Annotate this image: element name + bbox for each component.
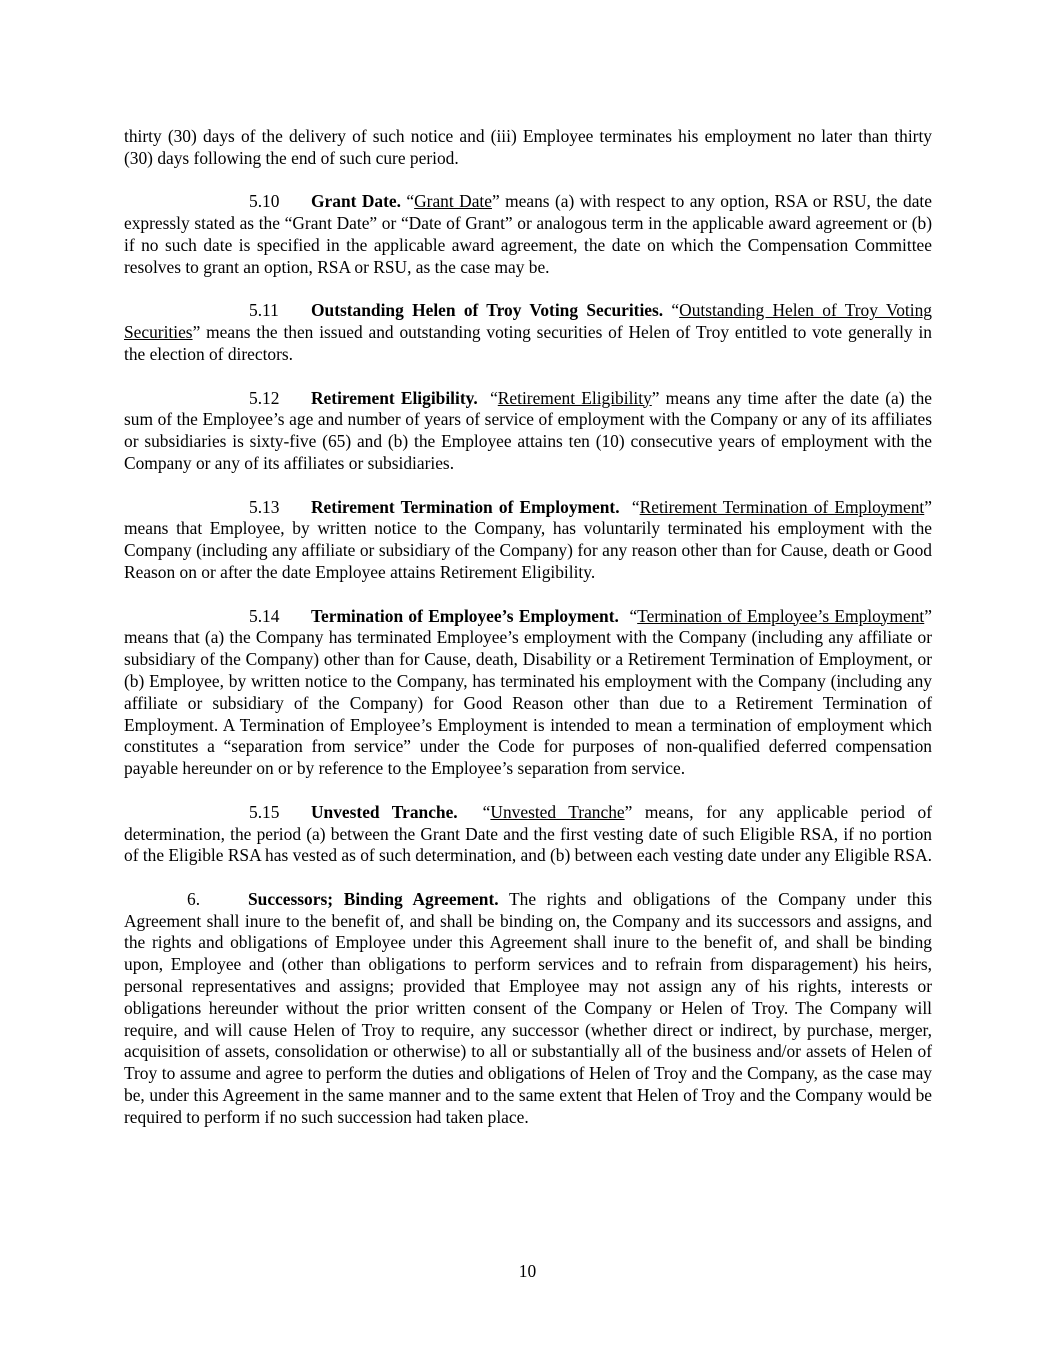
section-number: 5.14 — [249, 605, 280, 626]
section-heading: Unvested Tranche. — [311, 801, 458, 822]
section-body: ” means that Employee, by written notice to the Company, has voluntarily terminated his employment with the Company (including any affiliate or subsidiary of the Company) for any reason other than for Cause, death or Good Reason on or after the date Employee attains Retirement Eligibility. — [124, 496, 932, 582]
section-body: The rights and obligations of the Company under this Agreement shall inure to the benefit of, and shall be binding on, the Company and its successors and assigns, and the rights and obligations of Employee under this Agreement shall inure to the benefit of, and shall be binding upon, Employee and (other than obligations to perform services and to refrain from disparagement) his heirs, personal representatives and assigns; provided that Employee may not assign any of his rights, interests or obligations hereunder without the prior written consent of the Company or Helen of Troy. The Company will require, and will cause Helen of Troy to require, any successor (whether direct or indirect, by purchase, merger, acquisition of assets, consolidation or otherwise) to all or substantially all of the business and/or assets of Helen of Troy to assume and agree to perform the duties and obligations of Helen of Troy and the Company, as the case may be, under this Agreement in the same manner and to the same extent that Helen of Troy and the Company would be required to perform if no such succession had taken place. — [124, 888, 932, 1127]
section-6 — [124, 889, 932, 1129]
page-number: 10 — [518, 1261, 537, 1281]
section-heading: Successors; Binding Agreement. — [248, 888, 499, 909]
section-body: ” means any time after the date (a) the sum of the Employee’s age and number of years of service of employment with the Company or any of its affiliates or subsidiaries is sixty-five (65) and (b) the Employee attains ten (10) consecutive years of employment with the Company or any of its affiliates or subsidiaries. — [124, 387, 932, 473]
section-body: ” means the then issued and outstanding voting securities of Helen of Troy entitled to vote generally in the election of directors. — [124, 322, 932, 364]
continuation-paragraph: thirty (30) days of the delivery of such notice and (iii) Employee terminates his employment no later than thirty (30) days following the end of such cure period. — [124, 126, 932, 168]
section-5-15: 5.15 Unvested Tranche. “Unvested Tranche” means, for any applicable period of determination, the period (a) between the Grant Date and the first vesting date of such Eligible RSA, if no portion of the Eligible RSA has vested as of such determination, and (b) between each vesting date under any Eligible RSA. — [124, 801, 932, 866]
section-5-10: 5.10 Grant Date. “Grant Date” means (a) with respect to any option, RSA or RSU, the date expressly stated as the “Grant Date” or “Date of Grant” or analogous term in the applicable award agreement or (b) if no such date is specified in the applicable award agreement, the date on which the Compensation Committee resolves to grant an option, RSA or RSU, as the case may be. — [124, 191, 932, 277]
section-number: 5.12 — [249, 387, 280, 408]
defined-term: Termination of Employee’s Employment — [637, 605, 925, 626]
section-number: 5.11 — [249, 300, 279, 321]
section-number: 5.10 — [249, 191, 280, 212]
section-heading: Grant Date. — [311, 191, 401, 212]
section-5-14: 5.14 Termination of Employee’s Employment. “Termination of Employee’s Employment” means that (a) the Company has terminated Employee’s employment with the Company (including any affiliate or subsidiary of the Company) other than for Cause, death, Disability or a Retirement Termination of Employment, or (b) Employee, by written notice to the Company, has terminated his employment with the Company (including any affiliate or subsidiary of the Company) for Good Reason other than due to a Retirement Termination of Employment. A Termination of Employee’s Employment is intended to mean a termination of employment which constitutes a “separation from service” under the Code for purposes of non-qualified deferred compensation payable hereunder on or by reference to the Employee’s separation from service. — [124, 605, 932, 779]
section-body: ” means (a) with respect to any option, RSA or RSU, the date expressly stated as the “Grant Date” or “Date of Grant” or analogous term in the applicable award agreement or (b) if no such date is specified in the applicable award agreement, the date on which the Compensation Committee resolves to grant an option, RSA or RSU, as the case may be. — [124, 191, 932, 277]
section-number: 6. — [187, 888, 201, 909]
section-5-13: 5.13 Retirement Termination of Employment. “Retirement Termination of Employment” means that Employee, by written notice to the Company, has voluntarily terminated his employment with the Company (including any affiliate or subsidiary of the Company) for any reason other than for Cause, death or Good Reason on or after the date Employee attains Retirement Eligibility. — [124, 496, 932, 582]
defined-term: Retirement Termination of Employment — [639, 496, 925, 517]
section-number: 5.13 — [249, 496, 280, 517]
defined-term: Unvested Tranche — [490, 801, 625, 822]
document-page — [124, 126, 932, 1150]
section-body: ” means that (a) the Company has terminated Employee’s employment with the Company (including any affiliate or subsidiary of the Company) other than for Cause, death, Disability or a Retirement Termination of Employment, or (b) Employee, by written notice to the Company, has terminated his employment with the Company (including any affiliate or subsidiary of the Company) for Good Reason other than due to a Retirement Termination of Employment. A Termination of Employee’s Employment is intended to mean a termination of employment which constitutes a “separation from service” under the Code for purposes of non-qualified deferred compensation payable hereunder on or by reference to the Employee’s separation from service. — [124, 605, 932, 779]
section-heading: Retirement Eligibility. — [311, 387, 478, 408]
defined-term: Grant Date — [414, 191, 492, 212]
defined-term: Outstanding Helen of Troy Voting Securities — [124, 300, 932, 343]
section-5-12: 5.12 Retirement Eligibility. “Retirement Eligibility” means any time after the date (a) the sum of the Employee’s age and number of years of service of employment with the Company or any of its affiliates or subsidiaries is sixty-five (65) and (b) the Employee attains ten (10) consecutive years of employment with the Company or any of its affiliates or subsidiaries. — [124, 387, 932, 473]
section-number: 5.15 — [249, 801, 280, 822]
section-heading: Termination of Employee’s Employment. — [311, 605, 619, 626]
section-body: ” means, for any applicable period of determination, the period (a) between the Grant Date and the first vesting date of such Eligible RSA, if no portion of the Eligible RSA has vested as of such determination, and (b) between each vesting date under any Eligible RSA. — [124, 801, 932, 866]
section-5-11: 5.11 Outstanding Helen of Troy Voting Securities. “Outstanding Helen of Troy Voting Securities” means the then issued and outstanding voting securities of Helen of Troy entitled to vote generally in the election of directors. — [124, 300, 932, 364]
section-heading: Retirement Termination of Employment. — [311, 496, 620, 517]
defined-term: Retirement Eligibility — [497, 387, 652, 408]
section-heading: Outstanding Helen of Troy Voting Securities. — [311, 300, 664, 321]
